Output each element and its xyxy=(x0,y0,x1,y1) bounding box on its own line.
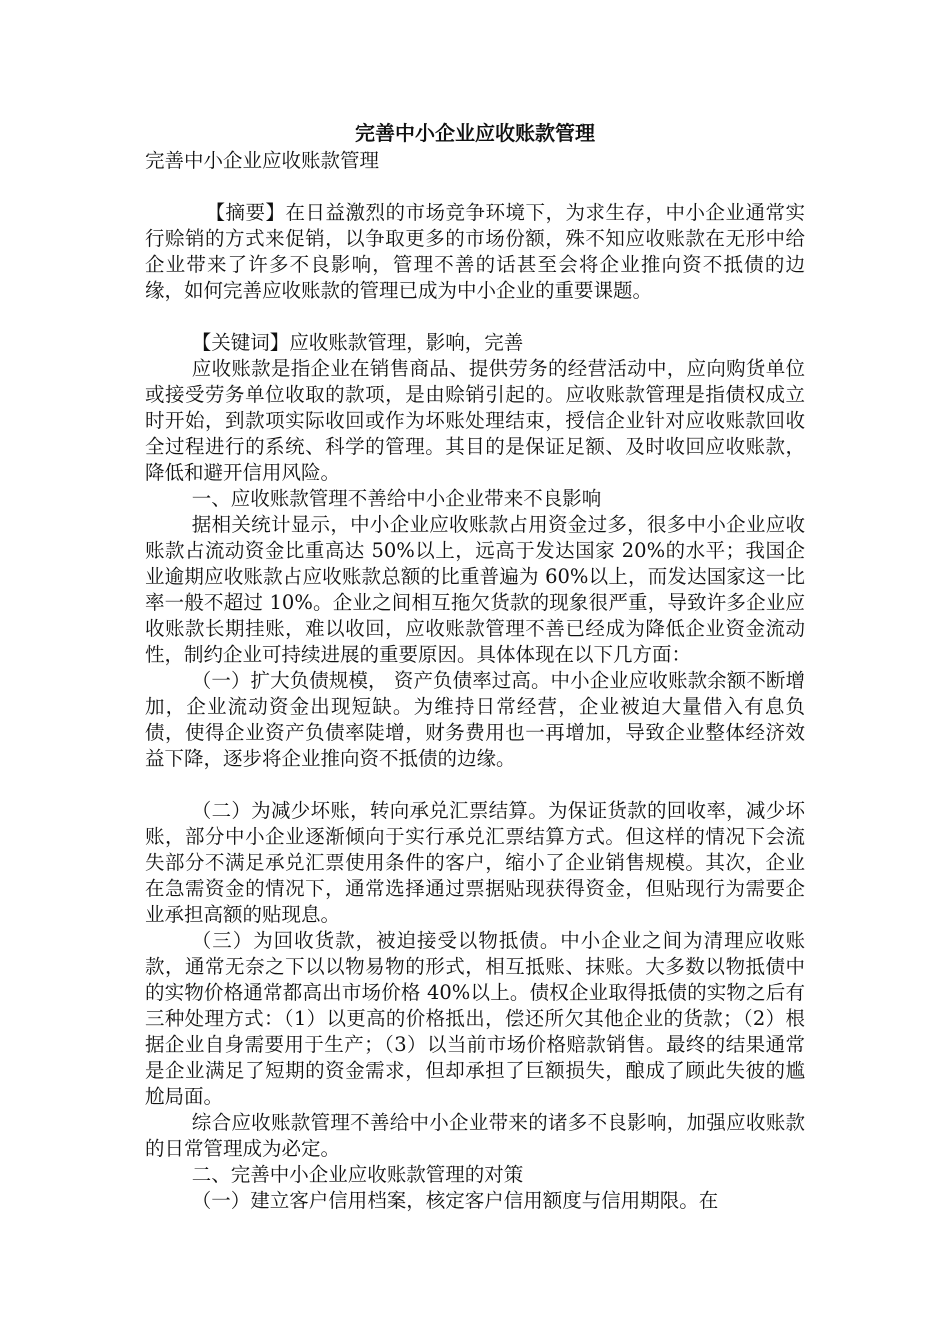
section-heading: 二、完善中小企业应收账款管理的对策 xyxy=(191,1163,524,1186)
spacer xyxy=(145,174,805,200)
document-subtitle: 完善中小企业应收账款管理 xyxy=(145,149,380,172)
body-paragraph: 应收账款是指企业在销售商品、提供劳务的经营活动中，应向购货单位或接受劳务单位收取的款项，是由赊销引起的。应收账款管理是指债权成立时开始，到款项实际收回或作为坏账处理结束，授信企业针对应收账款回收全过程进行的系统、科学的管理。其目的是保证足额、及时收回应收账款，降低和避开信用风险。 xyxy=(145,357,805,484)
keywords-paragraph: 【关键词】应收账款管理，影响，完善 xyxy=(191,331,524,354)
spacer xyxy=(145,304,805,330)
document-title: 完善中小企业应收账款管理 xyxy=(355,121,595,145)
body-paragraph: 综合应收账款管理不善给中小企业带来的诸多不良影响，加强应收账款的日常管理成为必定。 xyxy=(145,1111,805,1160)
document-page xyxy=(145,120,805,1214)
body-paragraph: （一）扩大负债规模， 资产负债率过高。中小企业应收账款余额不断增加，企业流动资金出现短缺。为维持日常经营，企业被迫大量借入有息负债，使得企业资产负债率陡增，财务费用也一再增加，导致企业整体经济效益下降，逐步将企业推向资不抵债的边缘。 xyxy=(145,669,805,770)
section-heading: 一、应收账款管理不善给中小企业带来不良影响 xyxy=(191,487,602,510)
body-paragraph: 据相关统计显示，中小企业应收账款占用资金过多，很多中小企业应收账款占流动资金比重高达 50%以上，远高于发达国家 20%的水平；我国企业逾期应收账款占应收账款总额的比重普遍为 60%以上，而发达国家这一比率一般不超过 10%。企业之间相互拖欠货款的现象很严重，导致许多企业应收账款长期挂账，难以收回，应收账款管理不善已经成为降低企业资金流动性，制约企业可持续进展的重要原因。具体体现在以下几方面： xyxy=(145,513,805,666)
body-paragraph: （一）建立客户信用档案，核定客户信用额度与信用期限。在 xyxy=(191,1189,719,1212)
abstract-paragraph: 【摘要】在日益激烈的市场竞争环境下，为求生存，中小企业通常实行赊销的方式来促销，以争取更多的市场份额，殊不知应收账款在无形中给企业带来了许多不良影响，管理不善的话甚至会将企业推向资不抵债的边缘，如何完善应收账款的管理已成为中小企业的重要课题。 xyxy=(145,201,805,302)
body-paragraph: （二）为减少坏账，转向承兑汇票结算。为保证货款的回收率，减少坏账，部分中小企业逐渐倾向于实行承兑汇票结算方式。但这样的情况下会流失部分不满足承兑汇票使用条件的客户，缩小了企业销售规模。其次，企业在急需资金的情况下，通常选择通过票据贴现获得资金，但贴现行为需要企业承担高额的贴现息。 xyxy=(145,799,805,926)
spacer xyxy=(145,772,805,798)
body-paragraph: （三）为回收货款，被迫接受以物抵债。中小企业之间为清理应收账款，通常无奈之下以以物易物的形式，相互抵账、抹账。大多数以物抵债中的实物价格通常都高出市场价格 40%以上。债权企业取得抵债的实物之后有三种处理方式：（1）以更高的价格抵出，偿还所欠其他企业的货款；（2）根据企业自身需要用于生产；（3）以当前市场价格赔款销售。最终的结果通常是企业满足了短期的资金需求，但却承担了巨额损失，酿成了顾此失彼的尴尬局面。 xyxy=(145,929,805,1108)
